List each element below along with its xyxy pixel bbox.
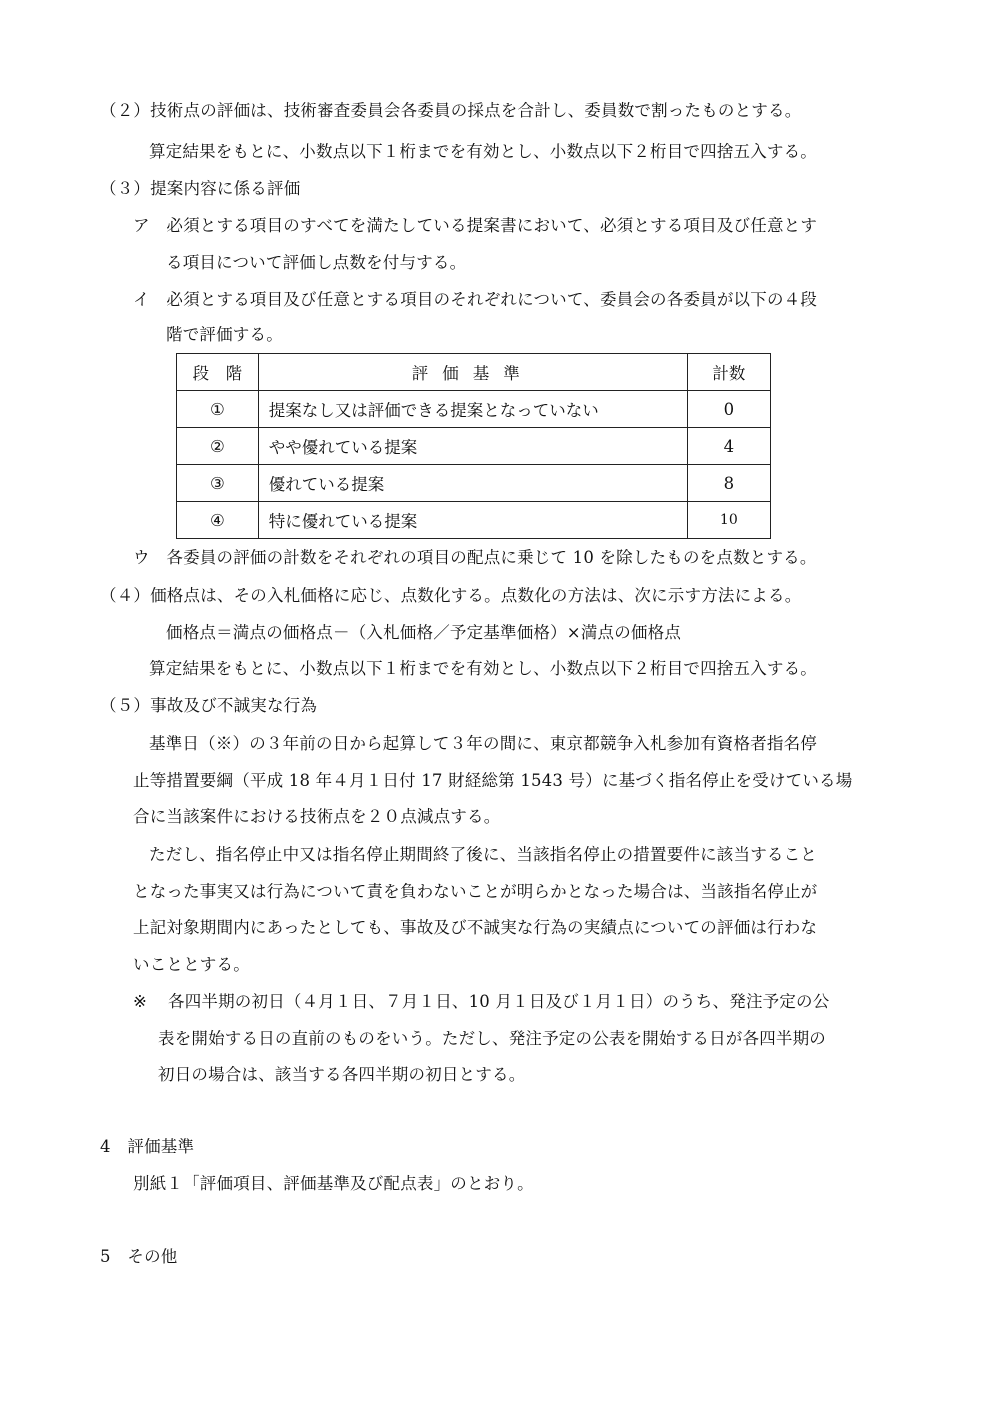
section-4-title: 4 評価基準 — [100, 1137, 195, 1156]
section-3-heading: （３）提案内容に係る評価 — [100, 179, 301, 198]
table-row — [177, 465, 771, 502]
row-stage: ② — [177, 428, 259, 465]
note-line3: 初日の場合は、該当する各四半期の初日とする。 — [158, 1065, 526, 1084]
price-formula: 価格点＝満点の価格点－（入札価格／予定基準価格）×満点の価格点 — [166, 623, 682, 642]
para-1-line2: 止等措置要綱（平成 18 年４月１日付 17 財経総第 1543 号）に基づく指名停止を受けている場 — [133, 771, 853, 790]
section-5-heading: （５）事故及び不誠実な行為 — [100, 696, 318, 715]
row-criteria: やや優れている提案 — [258, 428, 687, 465]
para-2-line3: 上記対象期間内にあったとしても、事故及び不誠実な行為の実績点についての評価は行わな — [133, 918, 818, 937]
section-4-rounding: 算定結果をもとに、小数点以下１桁までを有効とし、小数点以下２桁目で四捨五入する。 — [149, 659, 817, 678]
note-line2: 表を開始する日の直前のものをいう。ただし、発注予定の公表を開始する日が各四半期の — [158, 1029, 826, 1048]
para-2-line1: ただし、指名停止中又は指名停止期間終了後に、当該指名停止の措置要件に該当すること — [149, 845, 817, 864]
item-i-line1: イ 必須とする項目及び任意とする項目のそれぞれについて、委員会の各委員が以下の４段 — [133, 290, 818, 309]
section-2-rounding: 算定結果をもとに、小数点以下１桁までを有効とし、小数点以下２桁目で四捨五入する。 — [149, 142, 817, 161]
row-criteria: 特に優れている提案 — [258, 502, 687, 539]
para-2-line4: いこととする。 — [133, 955, 250, 974]
note-mark: ※ — [133, 992, 148, 1011]
row-stage: ④ — [177, 502, 259, 539]
para-1-line3: 合に当該案件における技術点を２０点減点する。 — [133, 807, 501, 826]
para-1-line1: 基準日（※）の３年前の日から起算して３年の間に、東京都競争入札参加有資格者指名停 — [149, 734, 817, 753]
section-2-heading: （２）技術点の評価は、技術審査委員会各委員の採点を合計し、委員数で割ったものとする。 — [100, 101, 802, 120]
header-coef: 計数 — [687, 354, 770, 391]
table-row — [177, 502, 771, 539]
table-row — [177, 428, 771, 465]
item-a-line2: る項目について評価し点数を付与する。 — [166, 253, 467, 272]
table-header-row — [177, 354, 771, 391]
table-row — [177, 391, 771, 428]
note-line1: 各四半期の初日（４月１日、７月１日、10 月１日及び１月１日）のうち、発注予定の公 — [168, 992, 830, 1011]
row-coef: 4 — [687, 428, 770, 465]
header-criteria: 評価基準 — [258, 354, 687, 391]
header-stage: 段 階 — [177, 354, 259, 391]
item-u-line: ウ 各委員の評価の計数をそれぞれの項目の配点に乗じて 10 を除したものを点数とする。 — [133, 548, 817, 567]
row-stage: ③ — [177, 465, 259, 502]
section-4-heading: （４）価格点は、その入札価格に応じ、点数化する。点数化の方法は、次に示す方法による。 — [100, 586, 802, 605]
row-criteria: 優れている提案 — [258, 465, 687, 502]
row-coef: 10 — [687, 502, 770, 539]
item-a-line1: ア 必須とする項目のすべてを満たしている提案書において、必須とする項目及び任意とす — [133, 216, 818, 235]
row-coef: 0 — [687, 391, 770, 428]
item-i-line2: 階で評価する。 — [166, 325, 283, 344]
row-coef: 8 — [687, 465, 770, 502]
para-2-line2: となった事実又は行為について責を負わないことが明らかとなった場合は、当該指名停止が — [133, 882, 818, 901]
row-stage: ① — [177, 391, 259, 428]
section-4-body: 別紙１「評価項目、評価基準及び配点表」のとおり。 — [133, 1174, 534, 1193]
row-criteria: 提案なし又は評価できる提案となっていない — [258, 391, 687, 428]
section-5-title: 5 その他 — [100, 1247, 178, 1266]
evaluation-table — [176, 353, 771, 539]
